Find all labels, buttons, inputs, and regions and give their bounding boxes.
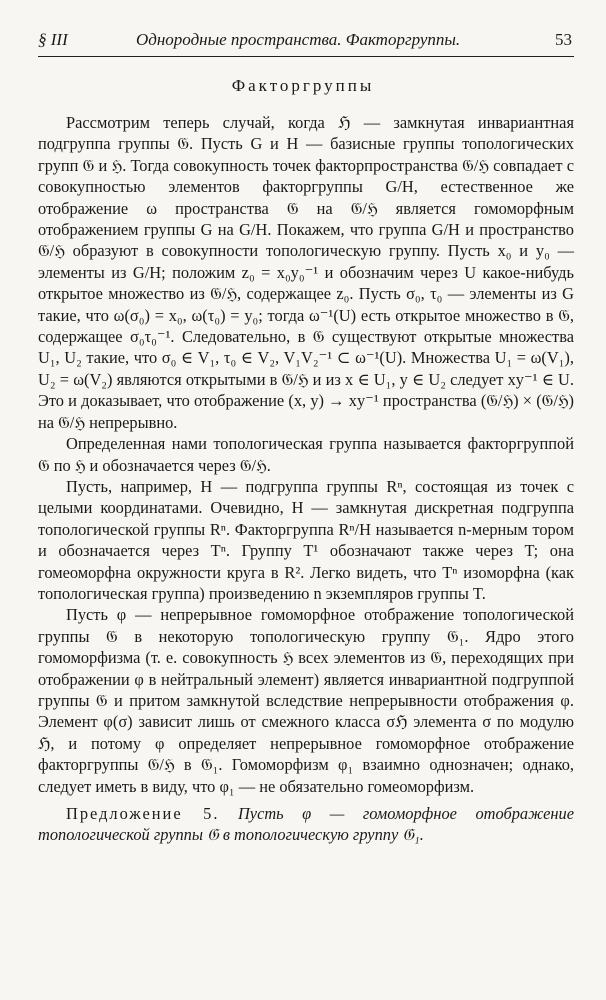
paragraph-4: Пусть φ — непрерывное гомоморфное отображение топологической группы 𝔊 в некоторую топологическую группу 𝔊₁. Ядро этого гомоморфизма (т. е. совокупность ℌ всех элементов из 𝔊, переходящих при отображении φ в нейтральный элемент) является инвариантной подгруппой группы 𝔊 и притом замкнутой вследствие непрерывности отображения φ. Элемент φ(σ) зависит лишь от смежного класса σℌ элемента σ по модулю ℌ, и потому φ определяет непрерывное гомоморфное отображение факторгруппы 𝔊/ℌ в 𝔊₁. Гомоморфизм φ₁ взаимно однозначен; однако, следует иметь в виду, что φ₁ — не обязательно гомеоморфизм.: [38, 605, 574, 796]
running-title: Однородные пространства. Факторгруппы.: [136, 30, 461, 49]
paragraph-1: Рассмотрим теперь случай, когда ℌ — замкнутая инвариантная подгруппа группы 𝔊. Пусть G и H — базисные группы топологических групп 𝔊 и ℌ. Тогда совокупность точек факторпространства 𝔊/ℌ совпадает с совокупностью элементов факторгруппы G/H, естественное же отображение ω пространства 𝔊 на 𝔊/ℌ является гомоморфным отображением группы G на G/H. Покажем, что группа G/H и пространство 𝔊/ℌ образуют в совокупности топологическую группу. Пусть x₀ и y₀ — элементы из G/H; положим z₀ = x₀y₀⁻¹ и обозначим через U какое-нибудь открытое множество из 𝔊/ℌ, содержащее z₀. Пусть σ₀, τ₀ — элементы из G такие, что ω(σ₀) = x₀, ω(τ₀) = y₀; тогда ω⁻¹(U) есть открытое множество в 𝔊, содержащее σ₀τ₀⁻¹. Следовательно, в 𝔊 существуют открытые множества U₁, U₂ такие, что σ₀ ∈ V₁, τ₀ ∈ V₂, V₁V₂⁻¹ ⊂ ω⁻¹(U). Множества U₁ = ω(V₁), U₂ = ω(V₂) являются открытыми в 𝔊/ℌ и из x ∈ U₁, y ∈ U₂ следует xy⁻¹ ∈ U. Это и доказывает, что отображение (x, y) → xy⁻¹ пространства (𝔊/ℌ) × (𝔊/ℌ) на 𝔊/ℌ непрерывно.: [38, 113, 574, 432]
proposition: [38, 803, 574, 846]
paragraph-3: Пусть, например, H — подгруппа группы Rⁿ, состоящая из точек с целыми координатами. Очевидно, H — замкнутая дискретная подгруппа топологической группы Rⁿ. Факторгруппа Rⁿ/H называется n-мерным тором и обозначается через Tⁿ. Группу T¹ обозначают также через T; она гомеоморфна окружности круга в R². Легко видеть, что Tⁿ изоморфна (как топологическая группа) произведению n экземпляров группы T.: [38, 476, 574, 603]
paragraph-2: Определенная нами топологическая группа называется факторгруппой 𝔊 по ℌ и обозначается через 𝔊/ℌ.: [38, 434, 574, 475]
proposition-text: Пусть φ — гомоморфное отображение топологической группы 𝔊 в топологическую группу 𝔊₁.: [38, 804, 574, 845]
section-mark: § III: [38, 30, 68, 49]
proposition-label: Предложение 5.: [66, 804, 220, 823]
section-title: Факторгруппы: [231, 76, 375, 95]
header-rule: [38, 56, 574, 57]
page-header: [38, 28, 574, 54]
page-body: [38, 112, 574, 846]
page-number: 53: [555, 30, 572, 49]
